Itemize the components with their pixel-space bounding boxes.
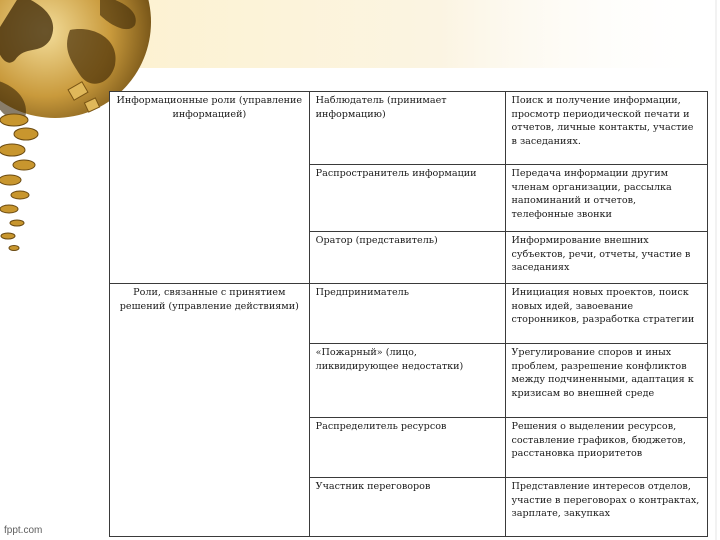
role-cell: Наблюдатель (принимает информацию) (309, 92, 505, 165)
description-cell: Информирование внешних субъектов, речи, отчеты, участие в заседаниях (505, 232, 708, 284)
footer-logo-text: fppt.com (4, 525, 43, 536)
table-row (110, 92, 708, 165)
description-cell: Решения о выделении ресурсов, составление графиков, бюджетов, расстановка приоритетов (505, 418, 708, 478)
role-cell: «Пожарный» (лицо, ликвидирующее недостатки) (309, 344, 505, 418)
description-cell: Передача информации другим членам организации, рассылка напоминаний и отчетов, телефонные звонки (505, 165, 708, 232)
role-cell: Распространитель информации (309, 165, 505, 232)
roles-table (109, 91, 708, 537)
description-cell: Инициация новых проектов, поиск новых идей, завоевание сторонников, разработка стратегии (505, 284, 708, 344)
category-cell: Роли, связанные с принятием решений (управление действиями) (110, 284, 310, 537)
role-cell: Оратор (представитель) (309, 232, 505, 284)
category-cell: Информационные роли (управление информацией) (110, 92, 310, 284)
description-cell: Представление интересов отделов, участие в переговорах о контрактах, зарплате, закупках (505, 478, 708, 537)
role-cell: Участник переговоров (309, 478, 505, 537)
description-cell: Урегулирование споров и иных проблем, разрешение конфликтов между подчиненными, адаптация к кризисам во внешней среде (505, 344, 708, 418)
role-cell: Распределитель ресурсов (309, 418, 505, 478)
table-row (110, 284, 708, 344)
role-cell: Предприниматель (309, 284, 505, 344)
description-cell: Поиск и получение информации, просмотр периодической печати и отчетов, личные контакты, участие в заседаниях. (505, 92, 708, 165)
